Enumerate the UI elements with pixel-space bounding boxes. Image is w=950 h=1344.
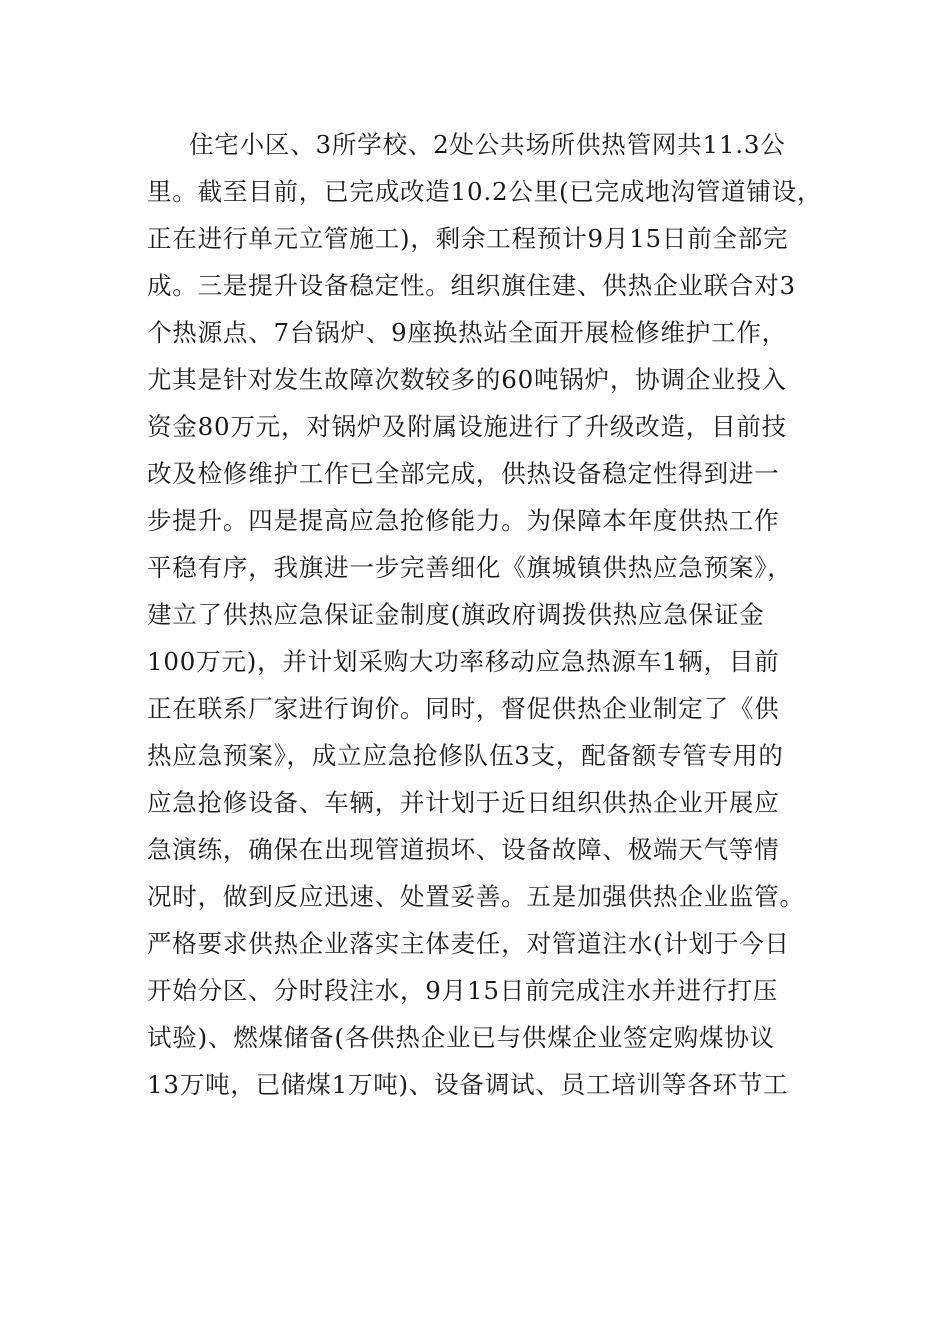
text-line: 建立了供热应急保证金制度(旗政府调拨供热应急保证金 — [147, 600, 765, 629]
text-line: 热应急预案》，成立应急抢修队伍3支，配备额专管专用的 — [147, 741, 784, 770]
text-line: 住宅小区、3所学校、2处公共场所供热管网共11.3公 — [189, 130, 786, 159]
text-line: 正在进行单元立管施工)，剩余工程预计9月15日前全部完 — [147, 224, 789, 253]
text-line: 个热源点、7台锅炉、9座换热站全面开展检修维护工作， — [147, 318, 787, 347]
text-line: 试验)、燃煤储备(各供热企业已与供煤企业签定购煤协议 — [147, 1023, 775, 1052]
text-line: 步提升。四是提高应急抢修能力。为保障本年度供热工作 — [147, 506, 780, 535]
text-line: 100万元)，并计划采购大功率移动应急热源车1辆，目前 — [147, 647, 780, 676]
text-line: 改及检修维护工作已全部完成，供热设备稳定性得到进一 — [147, 459, 780, 488]
text-line: 平稳有序，我旗进一步完善细化《旗城镇供热应急预案》， — [147, 553, 793, 582]
text-line: 开始分区、分时段注水，9月15日前完成注水并进行打压 — [147, 976, 779, 1005]
text-line: 严格要求供热企业落实主体麦任，对管道注水(计划于今日 — [147, 929, 790, 958]
text-line: 13万吨，已储煤1万吨)、设备调试、员工培训等各环节工 — [147, 1070, 789, 1099]
text-line: 资金80万元，对锅炉及附属设施进行了升级改造，目前技 — [147, 412, 787, 441]
text-line: 急演练，确保在出现管道损坏、设备故障、极端天气等情 — [147, 835, 780, 864]
text-line: 正在联系厂家进行询价。同时，督促供热企业制定了《供 — [147, 694, 780, 723]
text-line: 况时，做到反应迅速、处置妥善。五是加强供热企业监管。 — [147, 882, 805, 911]
text-line: 里。截至目前，已完成改造10.2公里(已完成地沟管道铺设， — [147, 177, 823, 206]
text-line: 成。三是提升设备稳定性。组织旗住建、供热企业联合对3 — [147, 271, 796, 300]
text-line: 应急抢修设备、车辆，并计划于近日组织供热企业开展应 — [147, 788, 780, 817]
text-line: 尤其是针对发生故障次数较多的60吨锅炉，协调企业投入 — [147, 365, 787, 394]
